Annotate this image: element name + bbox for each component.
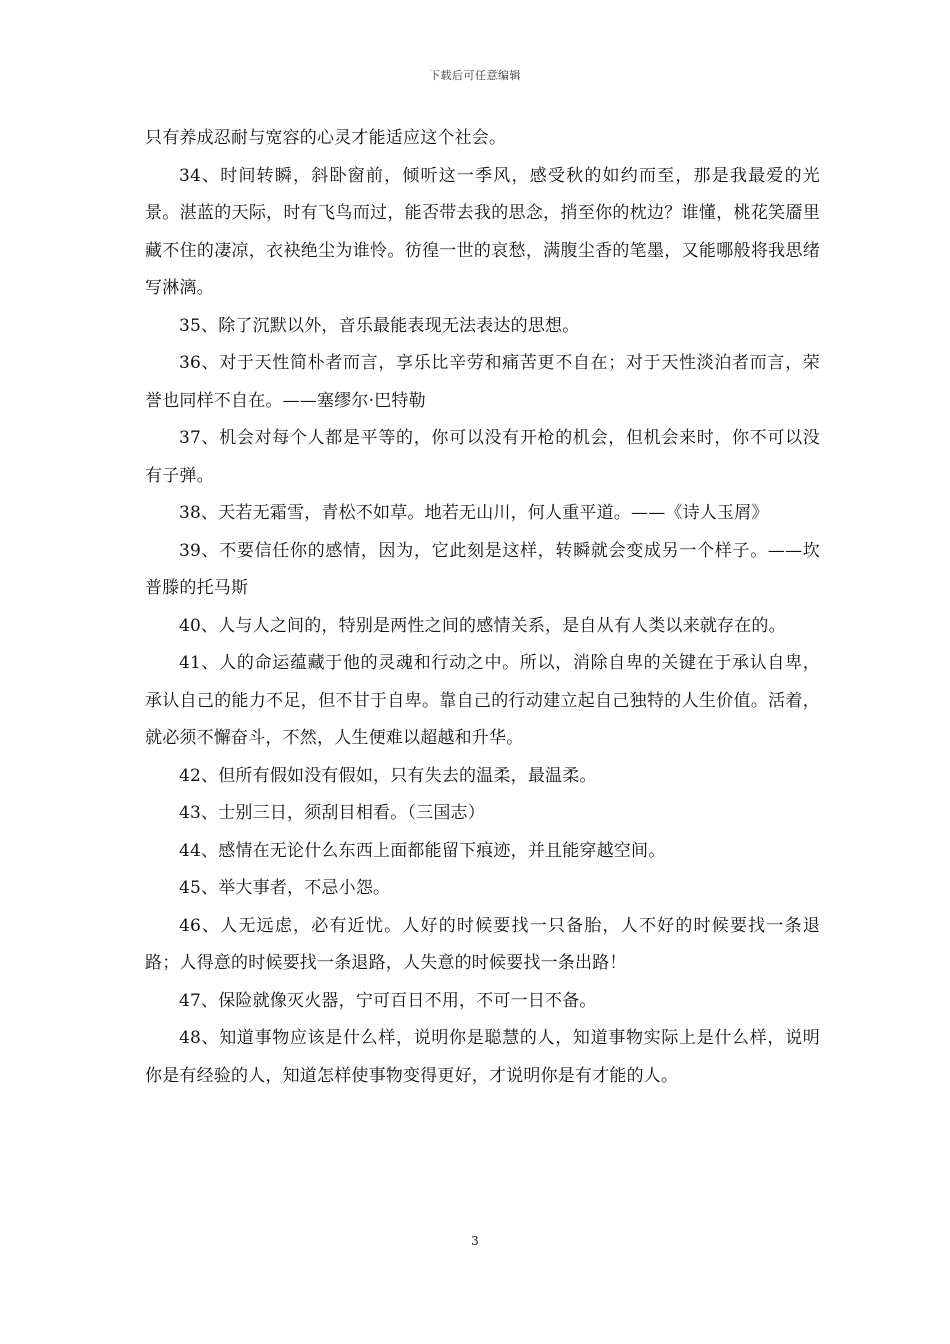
paragraph: 47、保险就像灭火器，宁可百日不用，不可一日不备。 <box>179 990 597 1011</box>
paragraph: 39、不要信任你的感情，因为，它此刻是这样，转瞬就会变成另一个样子。——坎普滕的托马斯 <box>145 540 820 598</box>
page-header: 下载后可任意编辑 <box>429 69 521 82</box>
paragraph: 48、知道事物应该是什么样，说明你是聪慧的人，知道事物实际上是什么样，说明你是有经验的人，知道怎样使事物变得更好，才说明你是有才能的人。 <box>145 1028 820 1086</box>
paragraph: 37、机会对每个人都是平等的，你可以没有开枪的机会，但机会来时，你不可以没有子弹。 <box>145 428 820 486</box>
paragraph: 36、对于天性简朴者而言，享乐比辛劳和痛苦更不自在；对于天性淡泊者而言，荣誉也同样不自在。——塞缪尔·巴特勒 <box>145 353 820 411</box>
paragraph: 35、除了沉默以外，音乐最能表现无法表达的思想。 <box>179 315 580 336</box>
page-number: 3 <box>471 1234 479 1248</box>
paragraph: 34、时间转瞬，斜卧窗前，倾听这一季风，感受秋的如约而至，那是我最爱的光景。湛蓝的天际，时有飞鸟而过，能否带去我的思念，捎至你的枕边？谁懂，桃花笑靥里藏不住的凄凉，衣袂绝尘为谁怜。彷徨一世的哀愁，满腹尘香的笔墨，又能哪般将我思绪写淋漓。 <box>145 165 820 298</box>
paragraph: 42、但所有假如没有假如，只有失去的温柔，最温柔。 <box>179 765 597 786</box>
paragraph: 44、感情在无论什么东西上面都能留下痕迹，并且能穿越空间。 <box>179 840 666 861</box>
paragraph: 38、天若无霜雪，青松不如草。地若无山川，何人重平道。——《诗人玉屑》 <box>179 503 769 523</box>
paragraph: 41、人的命运蕴藏于他的灵魂和行动之中。所以，消除自卑的关键在于承认自卑，承认自己的能力不足，但不甘于自卑。靠自己的行动建立起自己独特的人生价值。活着，就必须不懈奋斗，不然，人生便难以超越和升华。 <box>145 653 820 748</box>
paragraph: 46、人无远虑，必有近忧。人好的时候要找一只备胎，人不好的时候要找一条退路；人得意的时候要找一条退路，人失意的时候要找一条出路！ <box>145 915 820 973</box>
document-body <box>145 120 820 1095</box>
paragraph: 45、举大事者，不忌小怨。 <box>179 878 391 898</box>
paragraph: 只有养成忍耐与宽容的心灵才能适应这个社会。 <box>145 128 507 148</box>
paragraph: 43、士别三日，须刮目相看。（三国志） <box>179 803 485 823</box>
paragraph: 40、人与人之间的，特别是两性之间的感情关系，是自从有人类以来就存在的。 <box>179 615 786 636</box>
